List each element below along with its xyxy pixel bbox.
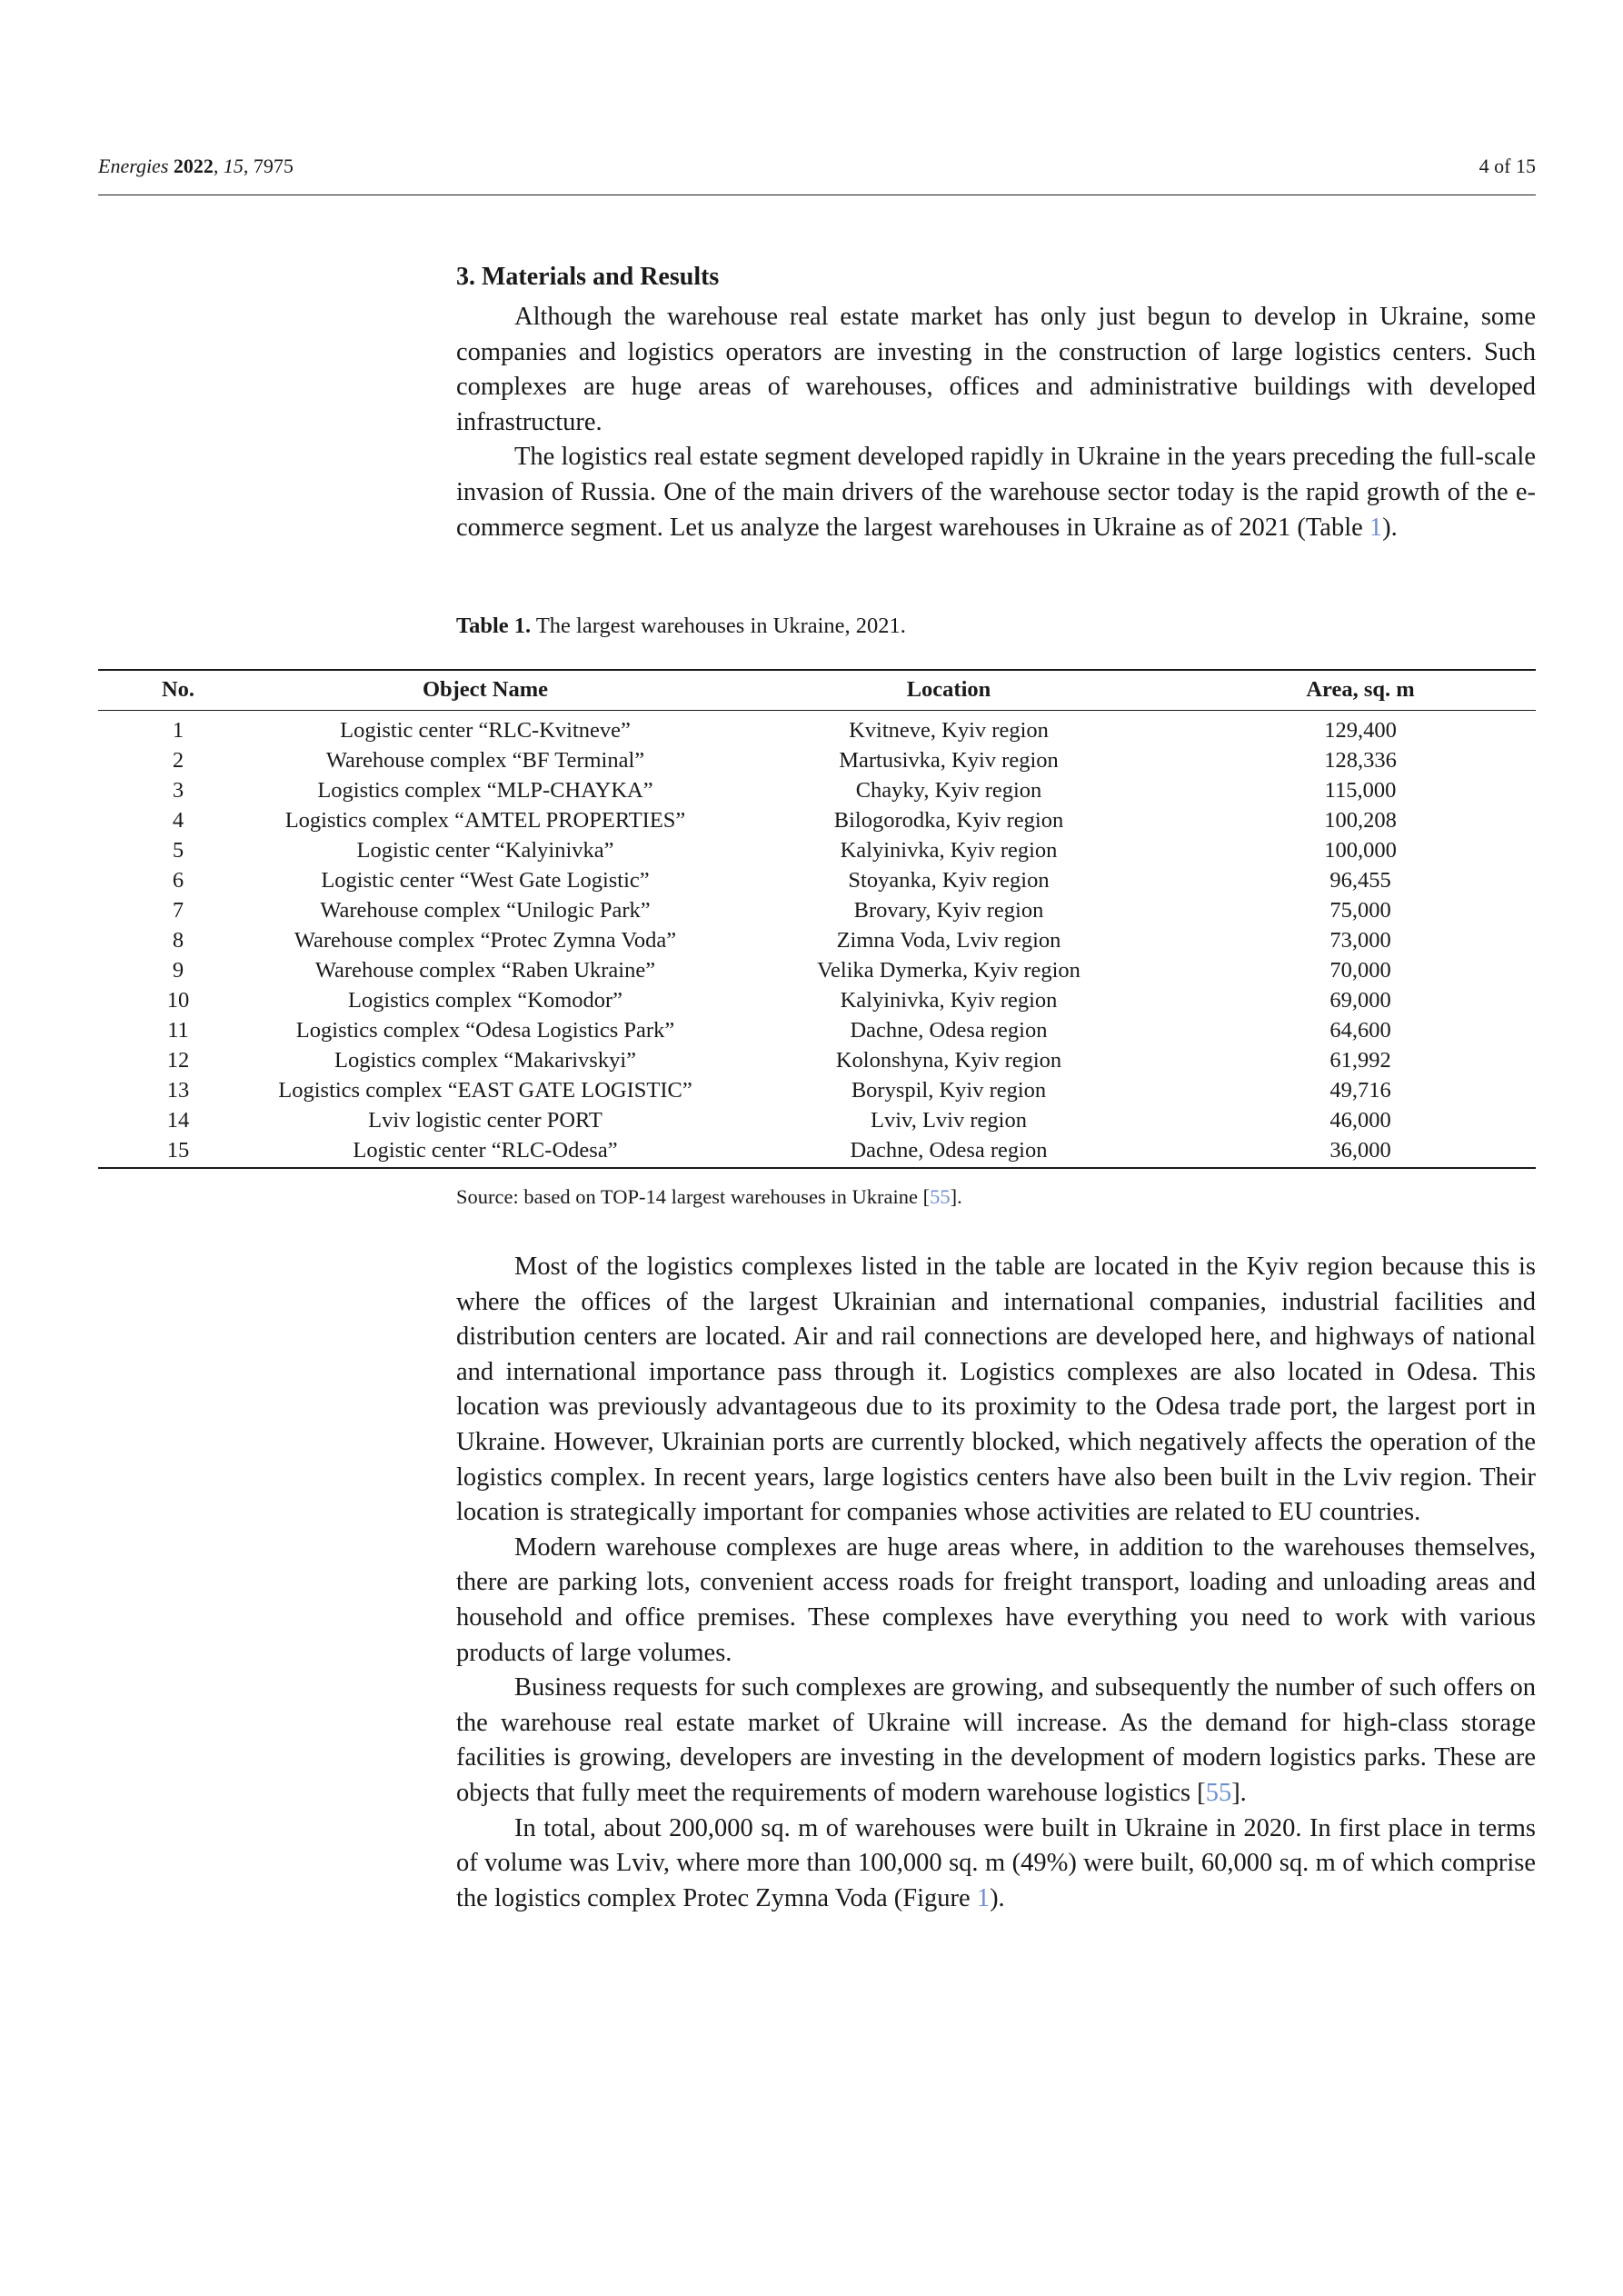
- cell-no: 5: [172, 838, 184, 863]
- cell-no: 2: [172, 748, 184, 773]
- table-row: [98, 1015, 1536, 1045]
- cell-location: Lviv, Lviv region: [871, 1108, 1027, 1133]
- cell-object-name: Warehouse complex “Protec Zymna Voda”: [294, 928, 677, 953]
- cell-location: Chayky, Kyiv region: [855, 778, 1042, 803]
- cell-location: Brovary, Kyiv region: [853, 898, 1044, 923]
- cell-no: 6: [172, 868, 184, 893]
- cell-area: 69,000: [1329, 988, 1391, 1013]
- cell-location: Kalyinivka, Kyiv region: [840, 838, 1058, 863]
- article-number: , 7975: [243, 155, 294, 177]
- cell-no: 14: [166, 1108, 190, 1133]
- table-row: [98, 805, 1536, 835]
- table-row: [98, 985, 1536, 1015]
- table-body: [98, 711, 1536, 1169]
- cell-location: Dachne, Odesa region: [850, 1018, 1048, 1043]
- intro-text: [456, 300, 1536, 545]
- cell-object-name: Warehouse complex “Raben Ukraine”: [314, 958, 656, 983]
- cell-location: Dachne, Odesa region: [712, 1135, 1185, 1168]
- paragraph-1: Although the warehouse real estate market has only just begun to develop in Ukraine, some companies and logistics operators are investing in the construction of large logistics centers. Such complexes are huge areas of warehouses, offices and administrative buildings with developed infrastructure.: [456, 303, 1536, 436]
- paragraph-6-end: ).: [990, 1883, 1005, 1912]
- cell-no: 4: [172, 808, 184, 833]
- journal-volume: 15: [223, 155, 244, 177]
- table-row: [98, 1075, 1536, 1105]
- table-row: [98, 1105, 1536, 1135]
- table-row: [98, 895, 1536, 925]
- cell-area: 129,400: [1324, 718, 1397, 743]
- cell-area: 96,455: [1329, 868, 1391, 893]
- cell-object-name: Logistics complex “Odesa Logistics Park”: [295, 1018, 675, 1043]
- cell-object-name: Warehouse complex “Unilogic Park”: [320, 898, 651, 923]
- cell-object-name: Logistics complex “AMTEL PROPERTIES”: [284, 808, 686, 833]
- cell-location: Stoyanka, Kyiv region: [848, 868, 1050, 893]
- header-no: No.: [98, 670, 258, 711]
- cell-no: 3: [172, 778, 184, 803]
- cell-location: Martusivka, Kyiv region: [839, 748, 1059, 773]
- cell-location: Kolonshyna, Kyiv region: [835, 1048, 1062, 1073]
- table-row: [98, 835, 1536, 865]
- cell-object-name: Logistic center “RLC-Kvitneve”: [340, 718, 631, 743]
- table-row: [98, 745, 1536, 775]
- cell-location: Boryspil, Kyiv region: [851, 1078, 1047, 1103]
- cell-no: 15: [98, 1135, 258, 1168]
- table-caption-text: The largest warehouses in Ukraine, 2021.: [531, 614, 906, 638]
- cell-area: 64,600: [1329, 1018, 1391, 1043]
- table-source-end: ].: [950, 1185, 962, 1208]
- paragraph-3: Most of the logistics complexes listed in the table are located in the Kyiv region because this is where the offices of the largest Ukrainian and international companies, industrial facilities and distribution centers are located. Air and rail connections are developed here, and highways of national and international importance pass through it. Logistics complexes are also located in Odesa. This location was previously advantageous due to its proximity to the Odesa trade port, the largest port in Ukraine. However, Ukrainian ports are currently blocked, which negatively affects the operation of the logistics complex. In recent years, large logistics centers have also been built in the Lviv region. Their location is strategically important for companies whose activities are related to EU countries.: [456, 1253, 1536, 1527]
- table-row: [98, 925, 1536, 955]
- cell-location: Kvitneve, Kyiv region: [849, 718, 1049, 743]
- paragraph-4: Modern warehouse complexes are huge areas where, in addition to the warehouses themselves, there are parking lots, convenient access roads for freight transport, loading and unloading areas and household and office premises. These complexes have everything you need to work with various products of large volumes.: [456, 1532, 1536, 1667]
- cell-no: 12: [166, 1048, 190, 1073]
- table-row: [98, 1045, 1536, 1075]
- paragraph-6: [456, 1812, 1536, 1917]
- table-row: [98, 711, 1536, 746]
- figure-ref-link[interactable]: 1: [976, 1883, 991, 1912]
- cell-location: Velika Dymerka, Kyiv region: [817, 958, 1080, 983]
- cell-no: 8: [172, 928, 184, 953]
- cell-area: 49,716: [1329, 1078, 1391, 1103]
- warehouse-table: [98, 669, 1536, 1169]
- cell-location: Kalyinivka, Kyiv region: [840, 988, 1058, 1013]
- table-row: [98, 1135, 1536, 1168]
- header-object-name: Object Name: [258, 670, 712, 711]
- table-header-row: [98, 670, 1536, 711]
- cell-location: Zimna Voda, Lviv region: [836, 928, 1061, 953]
- discussion-text: [456, 1250, 1536, 1916]
- cell-object-name: Lviv logistic center PORT: [368, 1108, 602, 1133]
- table-row: [98, 955, 1536, 985]
- paragraph-2: [456, 440, 1536, 545]
- cell-object-name: Logistics complex “EAST GATE LOGISTIC”: [278, 1078, 692, 1103]
- cell-area: 75,000: [1329, 898, 1391, 923]
- journal-citation: Energies 2022, 15, 7975: [98, 155, 294, 177]
- cell-no: 11: [167, 1018, 189, 1043]
- section-title: 3. Materials and Results: [456, 263, 720, 291]
- journal-year: 2022: [173, 155, 214, 177]
- paragraph-5-end: ].: [1231, 1778, 1247, 1807]
- paragraph-5-text: Business requests for such complexes are growing, and subsequently the number of such offers on the warehouse real estate market of Ukraine will increase. As the demand for high-class storage facilities is growing, developers are investing in the development of modern logistics parks. These are objects that fully meet the requirements of modern warehouse logistics [: [456, 1673, 1536, 1807]
- table-source-text: Source: based on TOP-14 largest warehouses in Ukraine [: [456, 1185, 931, 1208]
- cell-object-name: Warehouse complex “BF Terminal”: [325, 748, 645, 773]
- paragraph-2-end: ).: [1382, 513, 1398, 542]
- cell-object-name: Logistics complex “MLP-CHAYKA”: [317, 778, 653, 803]
- paragraph-6-text: In total, about 200,000 sq. m of warehouses were built in Ukraine in 2020. In first place in terms of volume was Lviv, where more than 100,000 sq. m (49%) were built, 60,000 sq. m of which comprise the logistics complex Protec Zymna Voda (Figure: [456, 1813, 1536, 1912]
- table-row: [98, 775, 1536, 805]
- cell-area: 70,000: [1329, 958, 1391, 983]
- page-number: 4 of 15: [1479, 155, 1536, 177]
- source-ref-link[interactable]: 55: [930, 1185, 951, 1208]
- table-caption: [456, 614, 906, 639]
- table-ref-link[interactable]: 1: [1369, 513, 1383, 542]
- cell-area: 115,000: [1324, 778, 1397, 803]
- cell-no: 10: [166, 988, 190, 1013]
- cell-area: 128,336: [1324, 748, 1397, 773]
- cell-object-name: Logistic center “Kalyinivka”: [356, 838, 614, 863]
- cell-no: 13: [166, 1078, 190, 1103]
- journal-name: Energies: [98, 155, 169, 177]
- paragraph-5: [456, 1671, 1536, 1811]
- data-table: [98, 669, 1536, 1169]
- header-area: Area, sq. m: [1185, 670, 1536, 711]
- cell-area: 61,992: [1329, 1048, 1391, 1073]
- table-caption-label: Table 1.: [456, 614, 532, 638]
- table-row: [98, 865, 1536, 895]
- cell-area: 36,000: [1185, 1135, 1536, 1168]
- cell-object-name: Logistic center “West Gate Logistic”: [321, 868, 650, 893]
- cell-no: 1: [172, 718, 184, 743]
- cell-object-name: Logistics complex “Makarivskyi”: [334, 1048, 637, 1073]
- cell-area: 73,000: [1329, 928, 1391, 953]
- cell-object-name: Logistic center “RLC-Odesa”: [258, 1135, 712, 1168]
- ref-55-link[interactable]: 55: [1205, 1778, 1232, 1807]
- cell-area: 100,000: [1324, 838, 1397, 863]
- paragraph-2-text: The logistics real estate segment developed rapidly in Ukraine in the years preceding the full-scale invasion of Russia. One of the main drivers of the warehouse sector today is the rapid growth of the e-commerce segment. Let us analyze the largest warehouses in Ukraine as of 2021 (Table: [456, 443, 1536, 542]
- cell-object-name: Logistics complex “Komodor”: [347, 988, 623, 1013]
- cell-area: 46,000: [1329, 1108, 1391, 1133]
- page-header: [98, 155, 1536, 195]
- table-source: [456, 1185, 962, 1209]
- cell-area: 100,208: [1324, 808, 1397, 833]
- cell-location: Bilogorodka, Kyiv region: [833, 808, 1064, 833]
- header-location: Location: [712, 670, 1185, 711]
- cell-no: 7: [172, 898, 184, 923]
- cell-no: 9: [172, 958, 184, 983]
